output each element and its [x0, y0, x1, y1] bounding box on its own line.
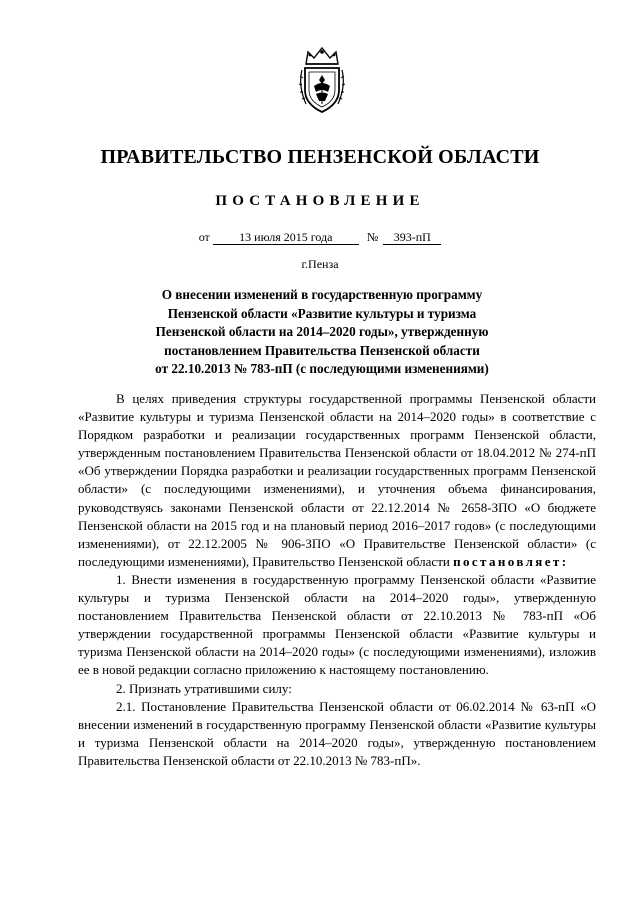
heading-line: Пензенской области «Развитие культуры и туризма — [167, 305, 477, 321]
date-number-line — [0, 230, 640, 245]
preamble-paragraph — [78, 390, 596, 571]
document-date: 13 июля 2015 года — [213, 230, 359, 245]
document-type: ПОСТАНОВЛЕНИЕ — [215, 193, 425, 209]
number-prefix: № — [366, 230, 379, 244]
decree-word: постановляет: — [453, 553, 569, 569]
coat-of-arms-icon — [294, 46, 350, 114]
city: г.Пенза — [301, 257, 339, 271]
preamble-text: В целях приведения структуры государственной программы Пензенской области «Развитие культуры и туризма Пензенской области на 2014–2020 годы» в соответствие с Порядком разработки и реализации государственных программ Пензенской области, утвержденным постановлением Правительства Пензенской области от 18.04.2012 № 274-пП «Об утверждении Порядка разработки и реализации государственных программ Пензенской области» (с последующими изменениями), и уточнения объема финансирования, руководствуясь законами Пензенской области от 22.12.2014 № 2658-ЗПО «О бюджете Пензенской области на 2015 год и на плановый период 2016–2017 годов» (с последующими изменениями), от 22.12.2005 № 906-ЗПО «О Правительстве Пензенской области» (с последующими изменениями), Правительство Пензенской области — [78, 391, 596, 569]
government-title: ПРАВИТЕЛЬСТВО ПЕНЗЕНСКОЙ ОБЛАСТИ — [100, 146, 540, 168]
item-2-paragraph: 2. Признать утратившими силу: — [116, 680, 292, 696]
heading-line: постановлением Правительства Пензенской области — [164, 342, 480, 358]
item-1-paragraph: 1. Внести изменения в государственную программу Пензенской области «Развитие культуры и туризма Пензенской области на 2014–2020 годы», утвержденную постановлением Правительства Пензенской области от 22.10.2013 № 783-пП «Об утверждении государственной программы Пензенской области «Развитие культуры и туризма Пензенской области на 2014–2020 годы» (с последующими изменениями), изложив ее в новой редакции согласно приложению к настоящему постановлению. — [78, 571, 596, 678]
document-body — [78, 390, 596, 770]
document-heading — [110, 286, 534, 379]
item-2-1-paragraph: 2.1. Постановление Правительства Пензенской области от 06.02.2014 № 63-пП «О внесении изменений в государственную программу Пензенской области «Развитие культуры и туризма Пензенской области на 2014–2020 годы», утвержденную постановлением Правительства Пензенской области от 22.10.2013 № 783-пП». — [78, 698, 596, 768]
date-prefix: от — [198, 230, 210, 244]
document-number: 393-пП — [383, 230, 441, 245]
heading-line: О внесении изменений в государственную программу — [161, 287, 483, 302]
heading-line: от 22.10.2013 № 783-пП (с последующими изменениями) — [155, 361, 489, 377]
heading-line: Пензенской области на 2014–2020 годы», утвержденную — [155, 324, 489, 340]
